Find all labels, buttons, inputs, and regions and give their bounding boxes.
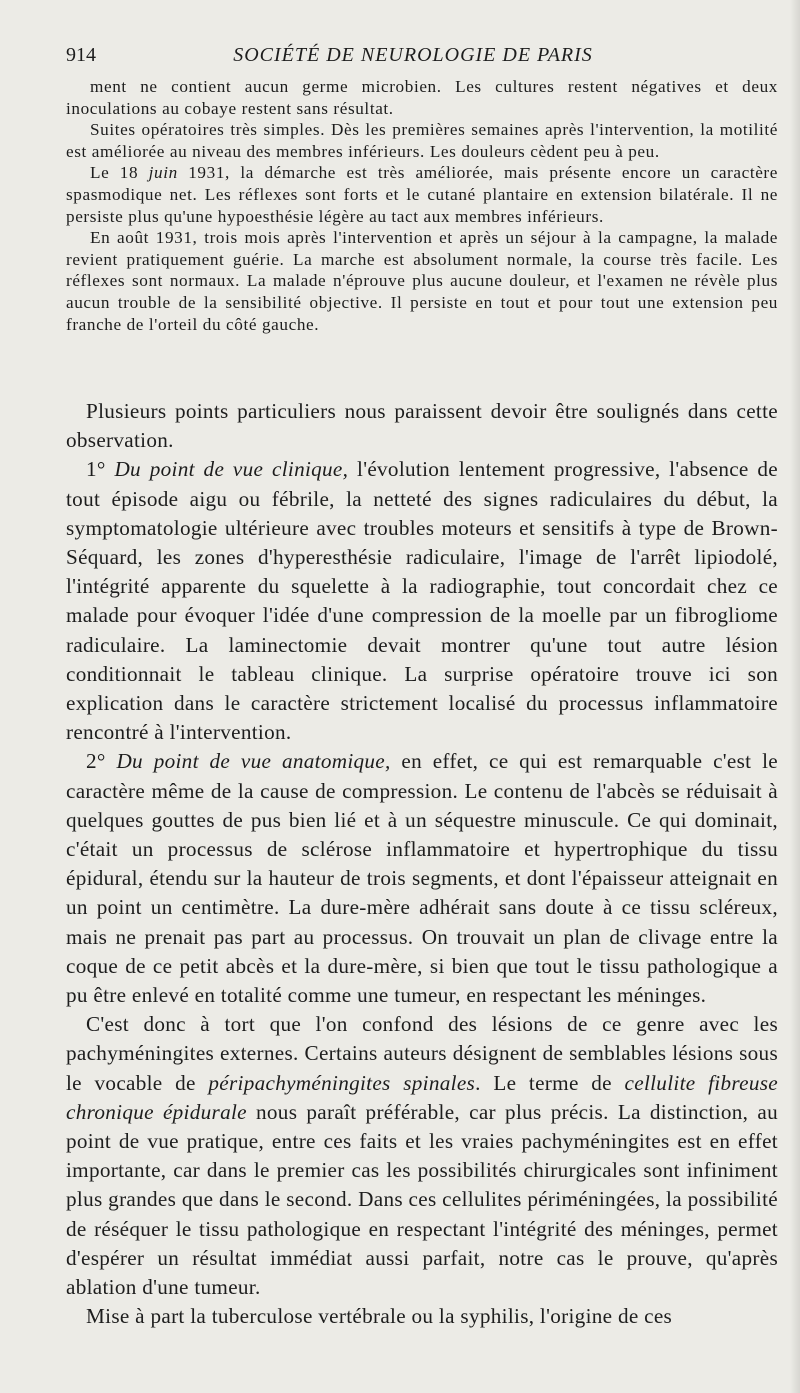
paragraph-origin: Mise à part la tuberculose vertébrale ou la syphilis, l'origine de ces <box>86 1304 673 1329</box>
paragraph-postoperative: Suites opératoires très simples. Dès les premières semaines après l'intervention, la motilité est améliorée au niveau des membres inférieurs. Les douleurs cèdent peu à peu. <box>66 120 778 161</box>
page-header <box>66 44 760 72</box>
paragraph-intro: Plusieurs points particuliers nous paraissent devoir être soulignés dans cette observation. <box>66 399 778 453</box>
paragraph-clinical: 1° Du point de vue clinique, l'évolution lentement progressive, l'absence de tout épisode aigu ou fébrile, la netteté des signes radiculaires du début, la symptomatologie ultérieure avec troubles moteurs et sensitifs à type de Brown-Séquard, les zones d'hyperesthésie radiculaire, l'image de l'arrêt lipiodolé, l'intégrité apparente du squelette à la radiographie, tout concordait chez ce malade pour évoquer l'idée d'une compression de la moelle par un fibrogliome radiculaire. La laminectomie devait montrer qu'une tout autre lésion conditionnait le tableau clinique. La surprise opératoire trouve ici son explication dans le caractère strictement localisé du processus inflammatoire rencontré à l'intervention. <box>66 457 779 745</box>
running-title: SOCIÉTÉ DE NEUROLOGIE DE PARIS <box>233 44 593 66</box>
page-number: 914 <box>66 44 96 66</box>
page-edge-shadow <box>790 0 800 1393</box>
paragraph-cultures: ment ne contient aucun germe microbien. Les cultures restent négatives et deux inoculations au cobaye restent sans résultat. <box>66 77 778 118</box>
paragraph-terminology: C'est donc à tort que l'on confond des lésions de ce genre avec les pachyméningites externes. Certains auteurs désignent de semblables lésions sous le vocable de péripachyméningites spinales. Le terme de cellulite fibreuse chronique épidurale nous paraît préférable, car plus précis. La distinction, au point de vue pratique, entre ces faits et les vraies pachyméningites est en effet importante, car dans le premier cas les possibilités chirurgicales sont infiniment plus grandes que dans le second. Dans ces cellulites périméningées, la possibilité de réséquer le tissu pathologique en respectant l'intégrité des méninges, permet d'espérer un résultat immédiat aussi parfait, notre cas le prouve, qu'après ablation d'une tumeur. <box>66 1012 779 1300</box>
case-report-text <box>66 76 778 335</box>
paragraph-august-1931: En août 1931, trois mois après l'intervention et après un séjour à la campagne, la malade revient pratiquement guérie. La marche est absolument normale, la course très facile. Les réflexes sont normaux. La malade n'éprouve plus aucune douleur, et l'examen ne révèle plus aucun trouble de la sensibilité objective. Il persiste en tout et pour tout une extension peu franche de l'orteil du côté gauche. <box>66 228 778 334</box>
discussion-text <box>66 397 778 1332</box>
paragraph-anatomical: 2° Du point de vue anatomique, en effet, ce qui est remarquable c'est le caractère même de la cause de compression. Le contenu de l'abcès se réduisait à quelques gouttes de pus bien lié et à un séquestre minuscule. Ce qui dominait, c'était un processus de sclérose inflammatoire et hypertrophique du tissu épidural, étendu sur la hauteur de trois segments, et dont l'épaisseur atteignait en un point un centimètre. La dure-mère adhérait sans doute à ce tissu scléreux, mais ne prenait pas part au processus. On trouvait un plan de clivage entre la coque de ce petit abcès et la dure-mère, si bien que tout le tissu pathologique a pu être enlevé en totalité comme une tumeur, en respectant les méninges. <box>66 749 778 1008</box>
paragraph-june-1931: Le 18 juin 1931, la démarche est très améliorée, mais présente encore un caractère spasmodique net. Les réflexes sont forts et le cutané plantaire en extension bilatérale. Il ne persiste plus qu'une hypoesthésie légère au tact aux membres inférieurs. <box>66 163 778 226</box>
